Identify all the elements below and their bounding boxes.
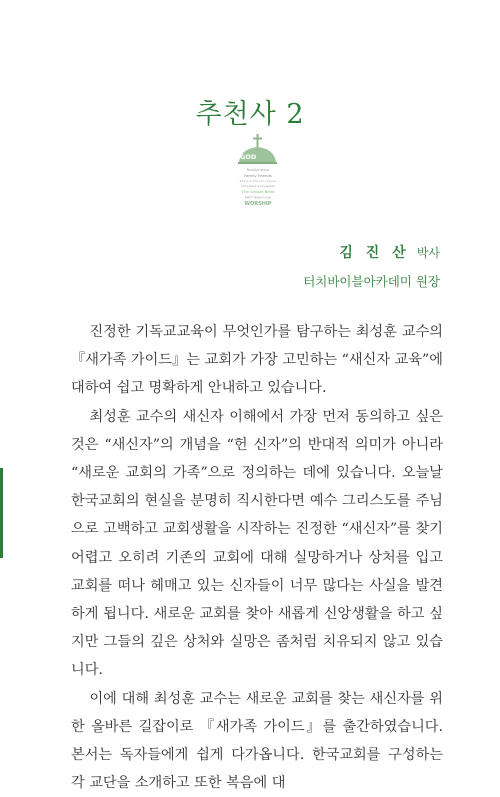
logo-line-5: Discipleship & Evangelism (240, 185, 276, 188)
author-block (303, 242, 440, 290)
paragraph: 진정한 기독교교육이 무엇인가를 탐구하는 최성훈 교수의 『새가족 가이드』는 교회가 가장 고민하는 “새신자 교육”에 대하여 쉽고 명확하게 안내하고 있습니다. (71, 324, 443, 397)
author-honorific: 박사 (416, 246, 440, 260)
recommendation-body (71, 318, 443, 797)
paragraph: 이에 대해 최성훈 교수는 새로운 교회를 찾는 새신자를 위한 올바른 길잡이로 『새가족 가이드』를 출간하였습니다. 본서는 독자들에게 쉽게 다가옵니다. 한국교회를 구성하는 각 교단을 소개하고 또한 복음에 대 (71, 690, 443, 792)
logo-line-8: WORSHIP (244, 201, 272, 207)
logo-line-7: Faith Hope Love (244, 195, 272, 200)
logo-line-4: Believe and Become a Disciple (239, 180, 277, 183)
paragraph: 최성훈 교수의 새신자 이해에서 가장 먼저 동의하고 싶은 것은 “새신자”의 개념을 “헌 신자”의 반대적 의미가 아니라 “새로운 교회의 가족”으로 정의하는 데에 있습니다. 오늘날 한국교회의 현실을 분명히 직시한다면 예수 그리스도를 주님으로 고백하고 교회생활을 시작하는 진정한 “새신자”를 찾기 어렵고 오히려 기존의 교회에 대해 실망하거나 상처를 입고 교회를 떠나 헤매고 있는 신자들이 너무 많다는 사실을 발견하게 됩니다. 새로운 교회를 찾아 새롭게 신앙생활을 하고 싶지만 그들의 깊은 상처와 실망은 좀처럼 치유되지 않고 있습니다. (71, 408, 443, 679)
page-edge-marker (0, 468, 3, 558)
author-name: 김 진 산 (339, 245, 410, 261)
church-cross-icon (228, 132, 288, 214)
logo-line-1: GOD (240, 153, 257, 161)
logo-line-3: Family Friends (244, 173, 272, 178)
logo-line-6: The Gospel Bible (241, 189, 275, 194)
logo-line-2: Relationships (246, 168, 270, 172)
page-title: 추천사 2 (195, 99, 305, 130)
author-organization: 터치바이블아카데미 원장 (303, 274, 440, 289)
